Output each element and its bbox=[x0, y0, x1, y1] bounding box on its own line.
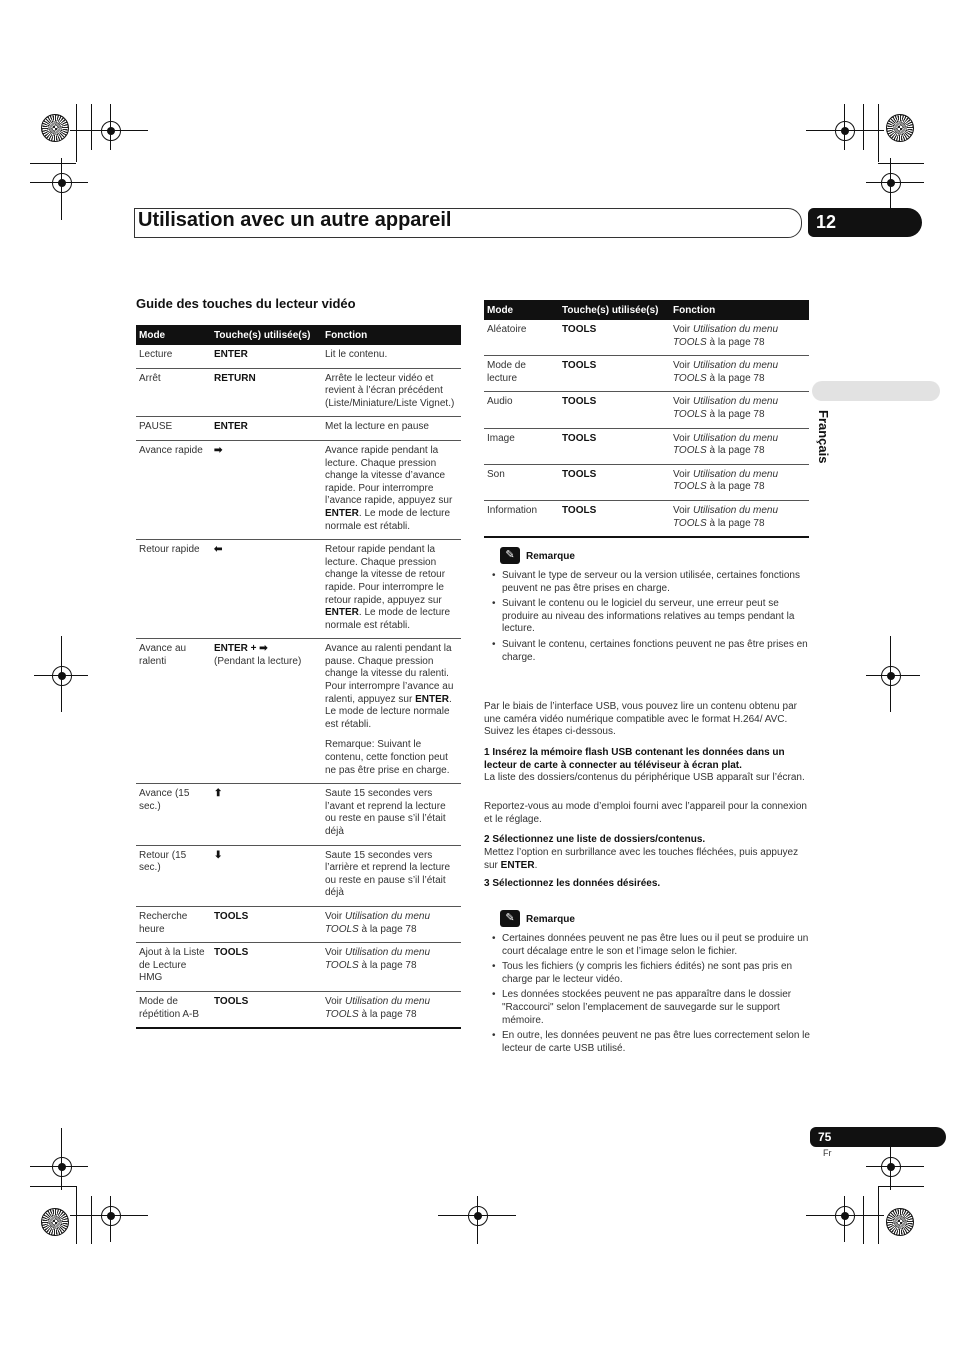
function-cell: Met la lecture en pause bbox=[322, 417, 461, 441]
table-row bbox=[136, 784, 461, 845]
table-row bbox=[484, 392, 809, 428]
video-keys-table bbox=[136, 325, 461, 1029]
function-cell: Voir Utilisation du menu TOOLS à la page 78 bbox=[322, 906, 461, 942]
mode-cell: Retour (15 sec.) bbox=[136, 845, 211, 906]
key-cell: ENTER bbox=[211, 417, 322, 441]
page-language: Fr bbox=[823, 1148, 832, 1158]
function-cell: Arrête le lecteur vidéo et revient à l’écran précédent (Liste/Miniature/Liste Vignet.) bbox=[322, 368, 461, 417]
list-item: • Tous les fichiers (y compris les fichiers édités) ne sont pas pris en charge par le lecteur vidéo. bbox=[484, 961, 810, 986]
function-cell: Voir Utilisation du menu TOOLS à la page 78 bbox=[322, 943, 461, 992]
key-cell: ENTER bbox=[211, 345, 322, 368]
mode-cell: Ajout à la Liste de Lecture HMG bbox=[136, 943, 211, 992]
language-side-tab bbox=[812, 381, 940, 401]
table-row bbox=[136, 368, 461, 417]
down-arrow-icon: ⬇ bbox=[211, 845, 322, 906]
function-cell: Avance rapide pendant la lecture. Chaque pression change la vitesse d’avance rapide. Pour interrompre l’avance rapide, appuyez sur ENTER. Le mode de lecture normale est rétabli. bbox=[322, 440, 461, 539]
mode-cell: Image bbox=[484, 428, 559, 464]
crosshair-icon bbox=[835, 1206, 855, 1226]
function-cell: Avance au ralenti pendant la pause. Chaque pression change la vitesse du ralenti. Pour interrompre l’avance au ralenti, appuyez sur ENTER. Le mode de lecture normale est rétabli. Remarque: Suivant le contenu, cette fonction peut ne pas être prise en charge. bbox=[322, 639, 461, 784]
function-cell: Voir Utilisation du menu TOOLS à la page 78 bbox=[670, 500, 809, 537]
table-row bbox=[136, 639, 461, 784]
table-row bbox=[484, 500, 809, 537]
crosshair-icon bbox=[468, 1206, 488, 1226]
table-row bbox=[484, 464, 809, 500]
intro-paragraph: Par le biais de l’interface USB, vous pouvez lire un contenu obtenu par une caméra vidéo numérique compatible avec le format H.264/ AVC. Suivez les étapes ci-dessous. bbox=[484, 701, 797, 738]
table-header-row bbox=[484, 300, 809, 320]
mode-cell: Retour rapide bbox=[136, 540, 211, 639]
mode-cell: PAUSE bbox=[136, 417, 211, 441]
table-row bbox=[484, 428, 809, 464]
registration-dial-icon bbox=[41, 1208, 69, 1236]
step-2-title: 2 Sélectionnez une liste de dossiers/contenus. bbox=[484, 834, 706, 845]
mode-cell: Arrêt bbox=[136, 368, 211, 417]
list-item: • Les données stockées peuvent ne pas apparaître dans le dossier "Raccourci" selon l’emplacement de sauvegarde sur le support mémoire. bbox=[484, 989, 810, 1027]
table-row bbox=[484, 356, 809, 392]
function-cell: Saute 15 secondes vers l’arrière et reprend la lecture ou reste en pause s’il l’était déjà bbox=[322, 845, 461, 906]
list-item: • Suivant le type de serveur ou la version utilisée, certaines fonctions peuvent ne pas être prises en charge. bbox=[484, 570, 810, 595]
mode-cell: Recherche heure bbox=[136, 906, 211, 942]
mode-cell: Mode de répétition A-B bbox=[136, 991, 211, 1028]
function-cell: Voir Utilisation du menu TOOLS à la page 78 bbox=[322, 991, 461, 1028]
function-cell: Voir Utilisation du menu TOOLS à la page 78 bbox=[670, 428, 809, 464]
function-cell: Saute 15 secondes vers l’avant et reprend la lecture ou reste en pause s’il l’était déjà bbox=[322, 784, 461, 845]
key-cell: TOOLS bbox=[559, 320, 670, 356]
chapter-number-tab: 12 bbox=[808, 208, 922, 237]
step-1-text: La liste des dossiers/contenus du périphérique USB apparaît sur l’écran. bbox=[484, 772, 805, 783]
list-item: • Suivant le contenu, certaines fonctions peuvent ne pas être prises en charge. bbox=[484, 639, 810, 664]
key-cell: TOOLS bbox=[559, 392, 670, 428]
crosshair-icon bbox=[101, 121, 121, 141]
mode-cell: Avance au ralenti bbox=[136, 639, 211, 784]
table-row bbox=[136, 943, 461, 992]
step-3-title: 3 Sélectionnez les données désirées. bbox=[484, 878, 661, 889]
crosshair-icon bbox=[52, 666, 72, 686]
note-pencil-icon: ✎ bbox=[500, 547, 520, 564]
mode-cell: Avance rapide bbox=[136, 440, 211, 539]
table-row bbox=[136, 417, 461, 441]
left-arrow-icon: ⬅ bbox=[211, 540, 322, 639]
function-cell: Voir Utilisation du menu TOOLS à la page 78 bbox=[670, 320, 809, 356]
column-header-mode: Mode bbox=[484, 300, 559, 320]
registration-dial-icon bbox=[41, 114, 69, 142]
column-header-mode: Mode bbox=[136, 325, 211, 345]
right-arrow-icon: + ➡ bbox=[247, 643, 268, 655]
mode-cell: Avance (15 sec.) bbox=[136, 784, 211, 845]
list-item: • Suivant le contenu ou le logiciel du serveur, une erreur peut se produire au niveau des informations relatives au temps pendant la lecture. bbox=[484, 598, 810, 636]
section-title: Guide des touches du lecteur vidéo bbox=[136, 296, 356, 311]
step-1-text-2: Reportez-vous au mode d’emploi fourni avec l’appareil pour la connexion et le réglage. bbox=[484, 801, 807, 825]
function-cell: Voir Utilisation du menu TOOLS à la page 78 bbox=[670, 392, 809, 428]
key-cell: TOOLS bbox=[211, 991, 322, 1028]
up-arrow-icon: ⬆ bbox=[211, 784, 322, 845]
table-row bbox=[136, 845, 461, 906]
crosshair-icon bbox=[52, 173, 72, 193]
mode-cell: Information bbox=[484, 500, 559, 537]
key-cell: TOOLS bbox=[559, 428, 670, 464]
key-cell: TOOLS bbox=[211, 943, 322, 992]
note-title: Remarque bbox=[526, 551, 575, 562]
table-row bbox=[136, 906, 461, 942]
registration-dial-icon bbox=[886, 1208, 914, 1236]
crosshair-icon bbox=[52, 1157, 72, 1177]
column-header-keys: Touche(s) utilisée(s) bbox=[211, 325, 322, 345]
function-cell: Voir Utilisation du menu TOOLS à la page 78 bbox=[670, 464, 809, 500]
crosshair-icon bbox=[101, 1206, 121, 1226]
mode-cell: Audio bbox=[484, 392, 559, 428]
mode-cell: Lecture bbox=[136, 345, 211, 368]
key-cell: TOOLS bbox=[559, 356, 670, 392]
video-keys-table-continued bbox=[484, 300, 809, 538]
note-list bbox=[484, 933, 810, 1058]
table-row bbox=[136, 345, 461, 368]
language-label: Français bbox=[816, 410, 831, 464]
crosshair-icon bbox=[881, 1157, 901, 1177]
right-arrow-icon: ➡ bbox=[211, 440, 322, 539]
crosshair-icon bbox=[881, 666, 901, 686]
table-row bbox=[136, 440, 461, 539]
step-1-title: 1 Insérez la mémoire flash USB contenant les données dans un lecteur de carte à connecter au téléviseur à écran plat. bbox=[484, 747, 785, 771]
key-cell: RETURN bbox=[211, 368, 322, 417]
table-row bbox=[136, 540, 461, 639]
column-header-keys: Touche(s) utilisée(s) bbox=[559, 300, 670, 320]
key-cell: TOOLS bbox=[211, 906, 322, 942]
note-pencil-icon: ✎ bbox=[500, 910, 520, 927]
function-cell: Retour rapide pendant la lecture. Chaque pression change la vitesse de retour rapide. Pour interrompre le retour rapide, appuyez sur ENTER. Le mode de lecture normale est rétabli. bbox=[322, 540, 461, 639]
column-header-function: Fonction bbox=[322, 325, 461, 345]
key-cell: TOOLS bbox=[559, 500, 670, 537]
column-header-function: Fonction bbox=[670, 300, 809, 320]
note-list bbox=[484, 570, 810, 667]
list-item: • En outre, les données peuvent ne pas être lues correctement selon le lecteur de carte USB utilisé. bbox=[484, 1030, 810, 1055]
mode-cell: Aléatoire bbox=[484, 320, 559, 356]
table-row bbox=[484, 320, 809, 356]
function-cell: Lit le contenu. bbox=[322, 345, 461, 368]
list-item: • Certaines données peuvent ne pas être lues ou il peut se produire un court décalage entre le son et l’image selon le fichier. bbox=[484, 933, 810, 958]
mode-cell: Son bbox=[484, 464, 559, 500]
mode-cell: Mode de lecture bbox=[484, 356, 559, 392]
page-number-tab: 75 bbox=[810, 1127, 946, 1147]
key-cell: TOOLS bbox=[559, 464, 670, 500]
function-cell: Voir Utilisation du menu TOOLS à la page 78 bbox=[670, 356, 809, 392]
step-2-text: Mettez l’option en surbrillance avec les touches fléchées, puis appuyez sur ENTER. bbox=[484, 847, 799, 871]
key-cell: ENTER + ➡ (Pendant la lecture) bbox=[211, 639, 322, 784]
registration-dial-icon bbox=[886, 114, 914, 142]
crosshair-icon bbox=[835, 121, 855, 141]
table-header-row bbox=[136, 325, 461, 345]
chapter-title: Utilisation avec un autre appareil bbox=[138, 209, 452, 231]
table-row bbox=[136, 991, 461, 1028]
crosshair-icon bbox=[881, 173, 901, 193]
note-title: Remarque bbox=[526, 914, 575, 925]
